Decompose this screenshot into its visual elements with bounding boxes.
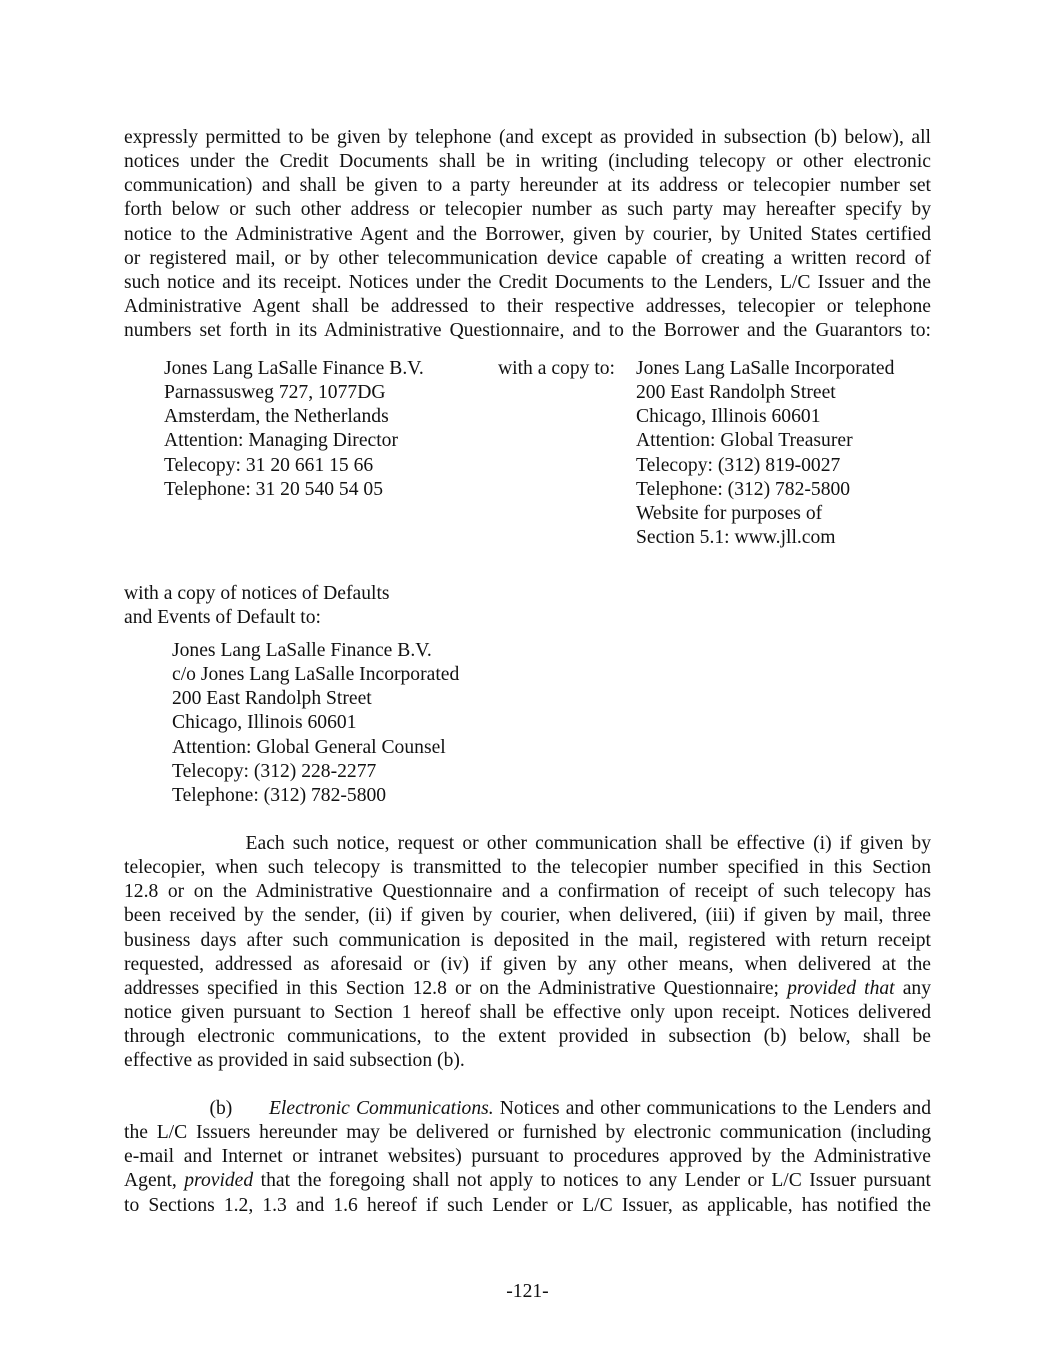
text-line	[124, 1121, 931, 1145]
text-line: with a copy of notices of Defaults	[124, 583, 390, 604]
text: or registered mail, or by other telecommunication device capable of creating a written record of	[124, 247, 931, 269]
italic-text: provided	[184, 1170, 254, 1192]
text: Administrative Agent shall be addressed to their respective addresses, telecopier or telephone	[124, 295, 931, 317]
text: notices under the Credit Documents shall be in writing (including telecopy or other electronic	[124, 151, 931, 173]
text-line: Telephone: 31 20 540 54 05	[164, 478, 384, 500]
text-line: Telecopy: (312) 819-0027	[636, 454, 841, 476]
text: Notices and other communications to the Lenders and	[493, 1098, 931, 1119]
text: notice given pursuant to Section 1 hereof shall be effective only upon receipt. Notices delivered	[124, 1001, 931, 1023]
text-line: Amsterdam, the Netherlands	[164, 406, 389, 428]
text-line	[124, 856, 931, 880]
text: requested, addressed as aforesaid or (iv) if given by any other means, when delivered at the	[124, 953, 931, 975]
text: Each such notice, request or other communication shall be effective (i) if given by	[124, 833, 931, 854]
text-line	[124, 295, 931, 319]
text-line	[124, 174, 931, 198]
text-line	[124, 1049, 931, 1073]
text: addresses specified in this Section 12.8 or on the Administrative Questionnaire;	[124, 977, 788, 999]
text-line: Website for purposes of	[636, 502, 823, 524]
text-line	[124, 1025, 931, 1049]
text-line: Attention: Global General Counsel	[172, 736, 446, 758]
text-line: Telecopy: (312) 228-2277	[172, 760, 377, 782]
text: e-mail and Internet or intranet websites) pursuant to procedures approved by the Administrative	[124, 1146, 931, 1168]
copy-to-label: with a copy to:	[498, 358, 615, 379]
text-line: Jones Lang LaSalle Finance B.V.	[172, 640, 432, 661]
text-line	[124, 319, 931, 343]
italic-text: Electronic Communications.	[268, 1098, 494, 1119]
text-line	[124, 247, 931, 271]
text: forth below or such other address or telecopier number as such party may hereafter specify by	[124, 199, 931, 221]
text-line	[124, 223, 931, 247]
defaults-label	[124, 582, 390, 630]
text-line: Jones Lang LaSalle Incorporated	[636, 358, 895, 379]
text-line: Chicago, Illinois 60601	[172, 712, 357, 734]
text-line	[124, 953, 931, 977]
text-line: 200 East Randolph Street	[636, 382, 836, 404]
defaults-address	[172, 639, 459, 808]
text-line: Telephone: (312) 782-5800	[636, 478, 851, 500]
text: numbers set forth in its Administrative Questionnaire, and to the Borrower and the Guarantors to:	[124, 320, 931, 342]
text-line	[124, 126, 931, 150]
text-line	[124, 832, 931, 856]
effectiveness-paragraph	[124, 832, 931, 1073]
text: communication) and shall be given to a party hereunder at its address or telecopier number set	[124, 175, 931, 197]
text: Agent,	[124, 1170, 185, 1192]
text: such notice and its receipt. Notices under the Credit Documents to the Lenders, L/C Issuer and the	[124, 271, 931, 293]
text: the L/C Issuers hereunder may be delivered or furnished by electronic communication (including	[124, 1122, 931, 1144]
text-line	[124, 904, 931, 928]
text: that the foregoing shall not apply to notices to any Lender or L/C Issuer pursuant	[253, 1170, 931, 1192]
text-line: Attention: Managing Director	[164, 430, 398, 452]
text: effective as provided in said subsection (b).	[124, 1050, 465, 1072]
text-line: Telecopy: 31 20 661 15 66	[164, 454, 374, 476]
text-line	[124, 150, 931, 174]
page-number: -121-	[506, 1281, 549, 1302]
text: 12.8 or on the Administrative Questionnaire and a confirmation of receipt of such telecopy has	[124, 881, 931, 903]
text-line	[124, 1194, 931, 1218]
text: business days after such communication is deposited in the mail, registered with return receipt	[124, 929, 931, 951]
text-line	[124, 1169, 931, 1193]
text-line: Section 5.1: www.jll.com	[636, 526, 836, 548]
text-line: and Events of Default to:	[124, 607, 321, 629]
text-line: 200 East Randolph Street	[172, 688, 372, 710]
text-line	[124, 1097, 931, 1121]
text-line	[124, 198, 931, 222]
text-line: Attention: Global Treasurer	[636, 430, 853, 452]
text: expressly permitted to be given by telephone (and except as provided in subsection (b) below), all	[124, 127, 931, 148]
text: been received by the sender, (ii) if given by courier, when delivered, (iii) if given by mail, three	[124, 905, 931, 927]
text-line	[124, 929, 931, 953]
electronic-communications-paragraph	[124, 1097, 931, 1218]
text: to Sections 1.2, 1.3 and 1.6 hereof if such Lender or L/C Issuer, as applicable, has notified the	[124, 1194, 931, 1216]
text-line	[124, 271, 931, 295]
text-line: Jones Lang LaSalle Finance B.V.	[164, 358, 424, 379]
text-line	[124, 1145, 931, 1169]
borrower-address	[164, 357, 424, 502]
text-line: Telephone: (312) 782-5800	[172, 784, 387, 806]
text-line	[124, 880, 931, 904]
italic-text: provided that	[787, 977, 895, 999]
text: notice to the Administrative Agent and the Borrower, given by courier, by United States certified	[124, 223, 931, 245]
text-line: c/o Jones Lang LaSalle Incorporated	[172, 664, 460, 686]
notices-paragraph	[124, 126, 931, 343]
text: (b)	[124, 1098, 269, 1119]
text: telecopier, when such telecopy is transmitted to the telecopier number specified in this Section	[124, 857, 931, 879]
text: through electronic communications, to the extent provided in subsection (b) below, shall be	[124, 1026, 931, 1048]
text-line	[124, 1001, 931, 1025]
text: any	[894, 977, 931, 999]
text-line	[124, 977, 931, 1001]
text-line: Chicago, Illinois 60601	[636, 406, 821, 428]
text-line: Parnassusweg 727, 1077DG	[164, 382, 386, 404]
copy-address	[636, 357, 894, 550]
